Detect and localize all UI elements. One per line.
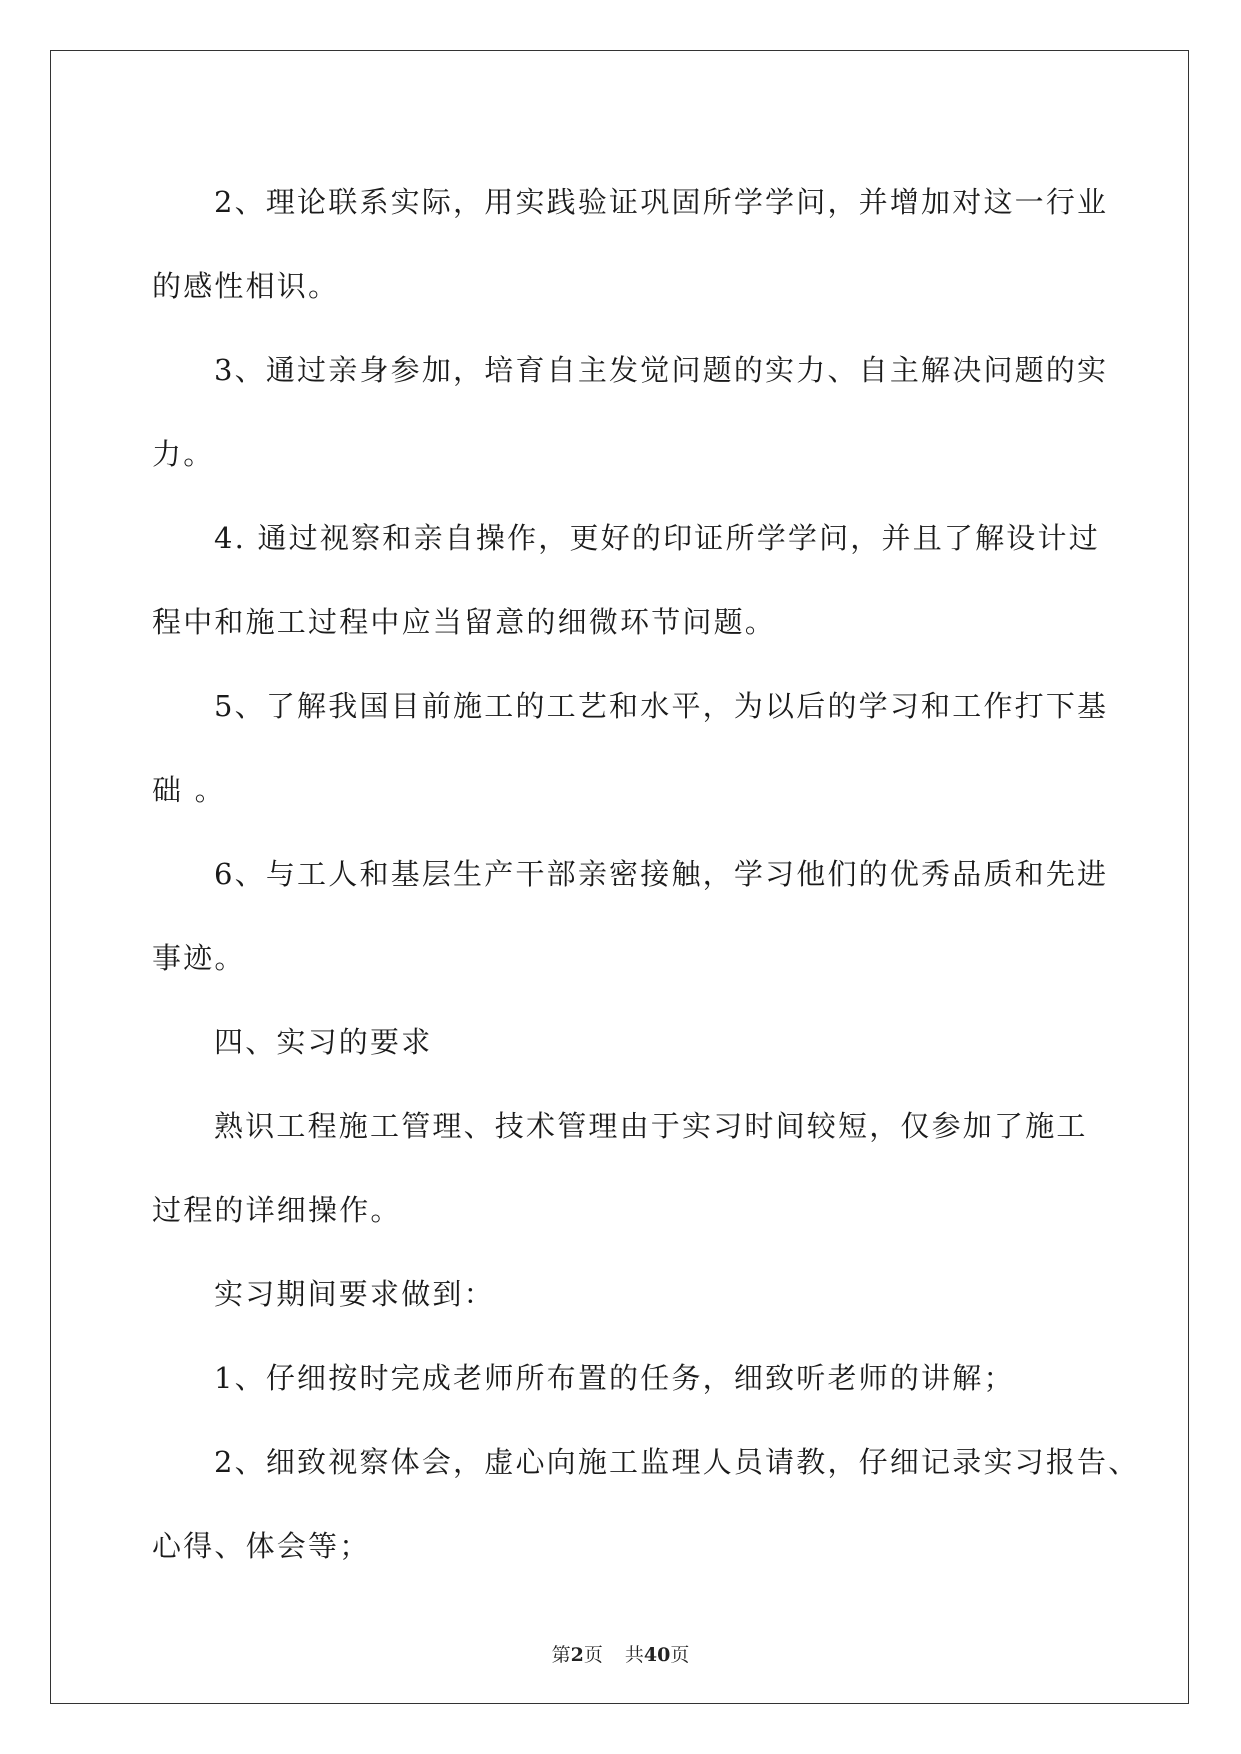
- page-prefix: 第: [551, 1644, 571, 1666]
- paragraph-line: 5、了解我国目前施工的工艺和水平，为以后的学习和工作打下基: [214, 689, 1109, 723]
- page-suffix: 页: [583, 1644, 603, 1666]
- paragraph-line: 的感性相识。: [152, 269, 340, 303]
- paragraph-line: 础 。: [152, 773, 226, 807]
- paragraph-line: 熟识工程施工管理、技术管理由于实习时间较短，仅参加了施工: [214, 1109, 1088, 1143]
- paragraph-line: 2、理论联系实际，用实践验证巩固所学学问，并增加对这一行业: [214, 185, 1109, 219]
- paragraph-line: 3、通过亲身参加，培育自主发觉问题的实力、自主解决问题的实: [214, 353, 1109, 387]
- paragraph-line: 事迹。: [152, 941, 246, 975]
- total-suffix: 页: [670, 1644, 690, 1666]
- page-footer: [0, 1640, 1241, 1667]
- page-current: 2: [570, 1644, 584, 1666]
- document-body: [152, 160, 1140, 1588]
- paragraph-line: 实习期间要求做到：: [214, 1277, 495, 1311]
- paragraph-line: 心得、体会等；: [152, 1529, 371, 1563]
- paragraph-line: 4. 通过视察和亲自操作，更好的印证所学学问，并且了解设计过: [214, 521, 1100, 555]
- paragraph-line: 6、与工人和基层生产干部亲密接触，学习他们的优秀品质和先进: [214, 857, 1109, 891]
- section-heading: 四、实习的要求: [214, 1025, 433, 1059]
- paragraph-line: 过程的详细操作。: [152, 1193, 402, 1227]
- paragraph-line: 1、仔细按时完成老师所布置的任务，细致听老师的讲解；: [214, 1361, 1015, 1395]
- page-total: 40: [643, 1644, 671, 1666]
- total-prefix: 共: [624, 1644, 644, 1666]
- paragraph-line: 力。: [152, 437, 215, 471]
- paragraph-line: 2、细致视察体会，虚心向施工监理人员请教，仔细记录实习报告、: [214, 1445, 1140, 1479]
- paragraph-line: 程中和施工过程中应当留意的细微环节问题。: [152, 605, 777, 639]
